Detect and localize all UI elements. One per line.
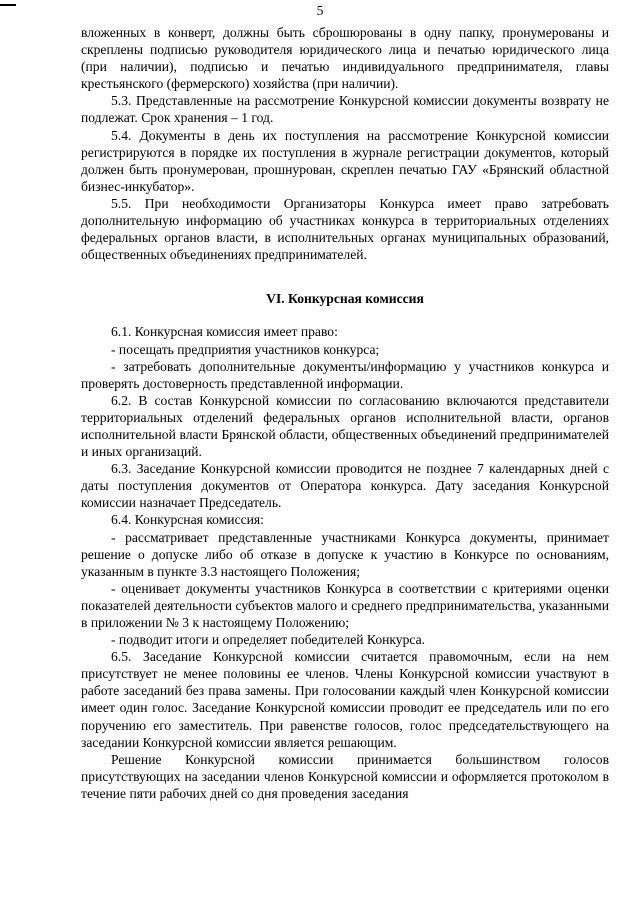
list-item: - подводит итоги и определяет победителей Конкурса. — [111, 632, 426, 648]
section-heading: VI. Конкурсная комиссия — [266, 291, 424, 307]
paragraph-continued: вложенных в конверт, должны быть сброшюрованы в одну папку, пронумерованы и скреплены подписью руководителя юридического лица и печатью юридического лица (при наличии), подписью и печатью индивидуального предпринимателя, главы крестьянского (фермерского) хозяйства (при наличии). — [81, 25, 609, 92]
paragraph-6-2: 6.2. В состав Конкурсной комиссии по согласованию включаются представители территориальных отделений федеральных органов исполнительной власти, органов исполнительной власти Брянской области, общественных объединений предпринимателей и иных организаций. — [81, 392, 609, 460]
paragraph-6-1: 6.1. Конкурсная комиссия имеет право: — [111, 324, 338, 340]
list-item: - рассматривает представленные участниками Конкурса документы, принимает решение о допуске либо об отказе в допуске к участию в Конкурсе по основаниям, указанным в пункте 3.3 настоящего Положения; — [81, 529, 609, 579]
paragraph-5-4: 5.4. Документы в день их поступления на рассмотрение Конкурсной комиссии регистрируются в порядке их поступления в журнале регистрации документов, который должен быть пронумерован, прошнурован, скреплен печатью ГАУ «Брянский областной бизнес-инкубатор». — [81, 127, 609, 194]
document-body — [81, 24, 609, 802]
paragraph-5-3: 5.3. Представленные на рассмотрение Конкурсной комиссии документы возврату не подлежат. Срок хранения – 1 год. — [81, 93, 609, 126]
list-item: - посещать предприятия участников конкурса; — [111, 341, 380, 357]
list-item: - затребовать дополнительные документы/информацию у участников конкурса и проверять достоверность представленной информации. — [81, 358, 609, 391]
paragraph-5-5: 5.5. При необходимости Организаторы Конкурса имеет право затребовать дополнительную информацию об участниках конкурса в территориальных отделениях федеральных органов власти, в исполнительных органах муниципальных образований, общественных объединениях предпринимателей. — [81, 195, 609, 263]
paragraph-6-4: 6.4. Конкурсная комиссия: — [111, 512, 264, 528]
page-number: 5 — [316, 3, 324, 18]
paragraph-6-5: 6.5. Заседание Конкурсной комиссии считается правомочным, если на нем присутствует не менее половины ее членов. Члены Конкурсной комиссии участвуют в работе заседаний без права замены. При голосовании каждый член Конкурсной комиссии имеет один голос. Заседание Конкурсной комиссии проводит ее председатель или по его поручению его заместитель. При равенстве голосов, голос председательствующего на заседании Конкурсной комиссии является решающим. — [81, 649, 609, 750]
list-item: - оценивает документы участников Конкурса в соответствии с критериями оценки показателей деятельности субъектов малого и среднего предпринимательства, указанными в приложении № 3 к настоящему Положению; — [81, 580, 609, 630]
paragraph-6-3: 6.3. Заседание Конкурсной комиссии проводится не позднее 7 календарных дней с даты поступления документов от Оператора конкурса. Дату заседания Конкурсной комиссии назначает Председатель. — [81, 461, 609, 511]
paragraph-decision: Решение Конкурсной комиссии принимается большинством голосов присутствующих на заседании членов Конкурсной комиссии и оформляется протоколом в течение пяти рабочих дней со дня проведения заседания — [81, 751, 609, 801]
